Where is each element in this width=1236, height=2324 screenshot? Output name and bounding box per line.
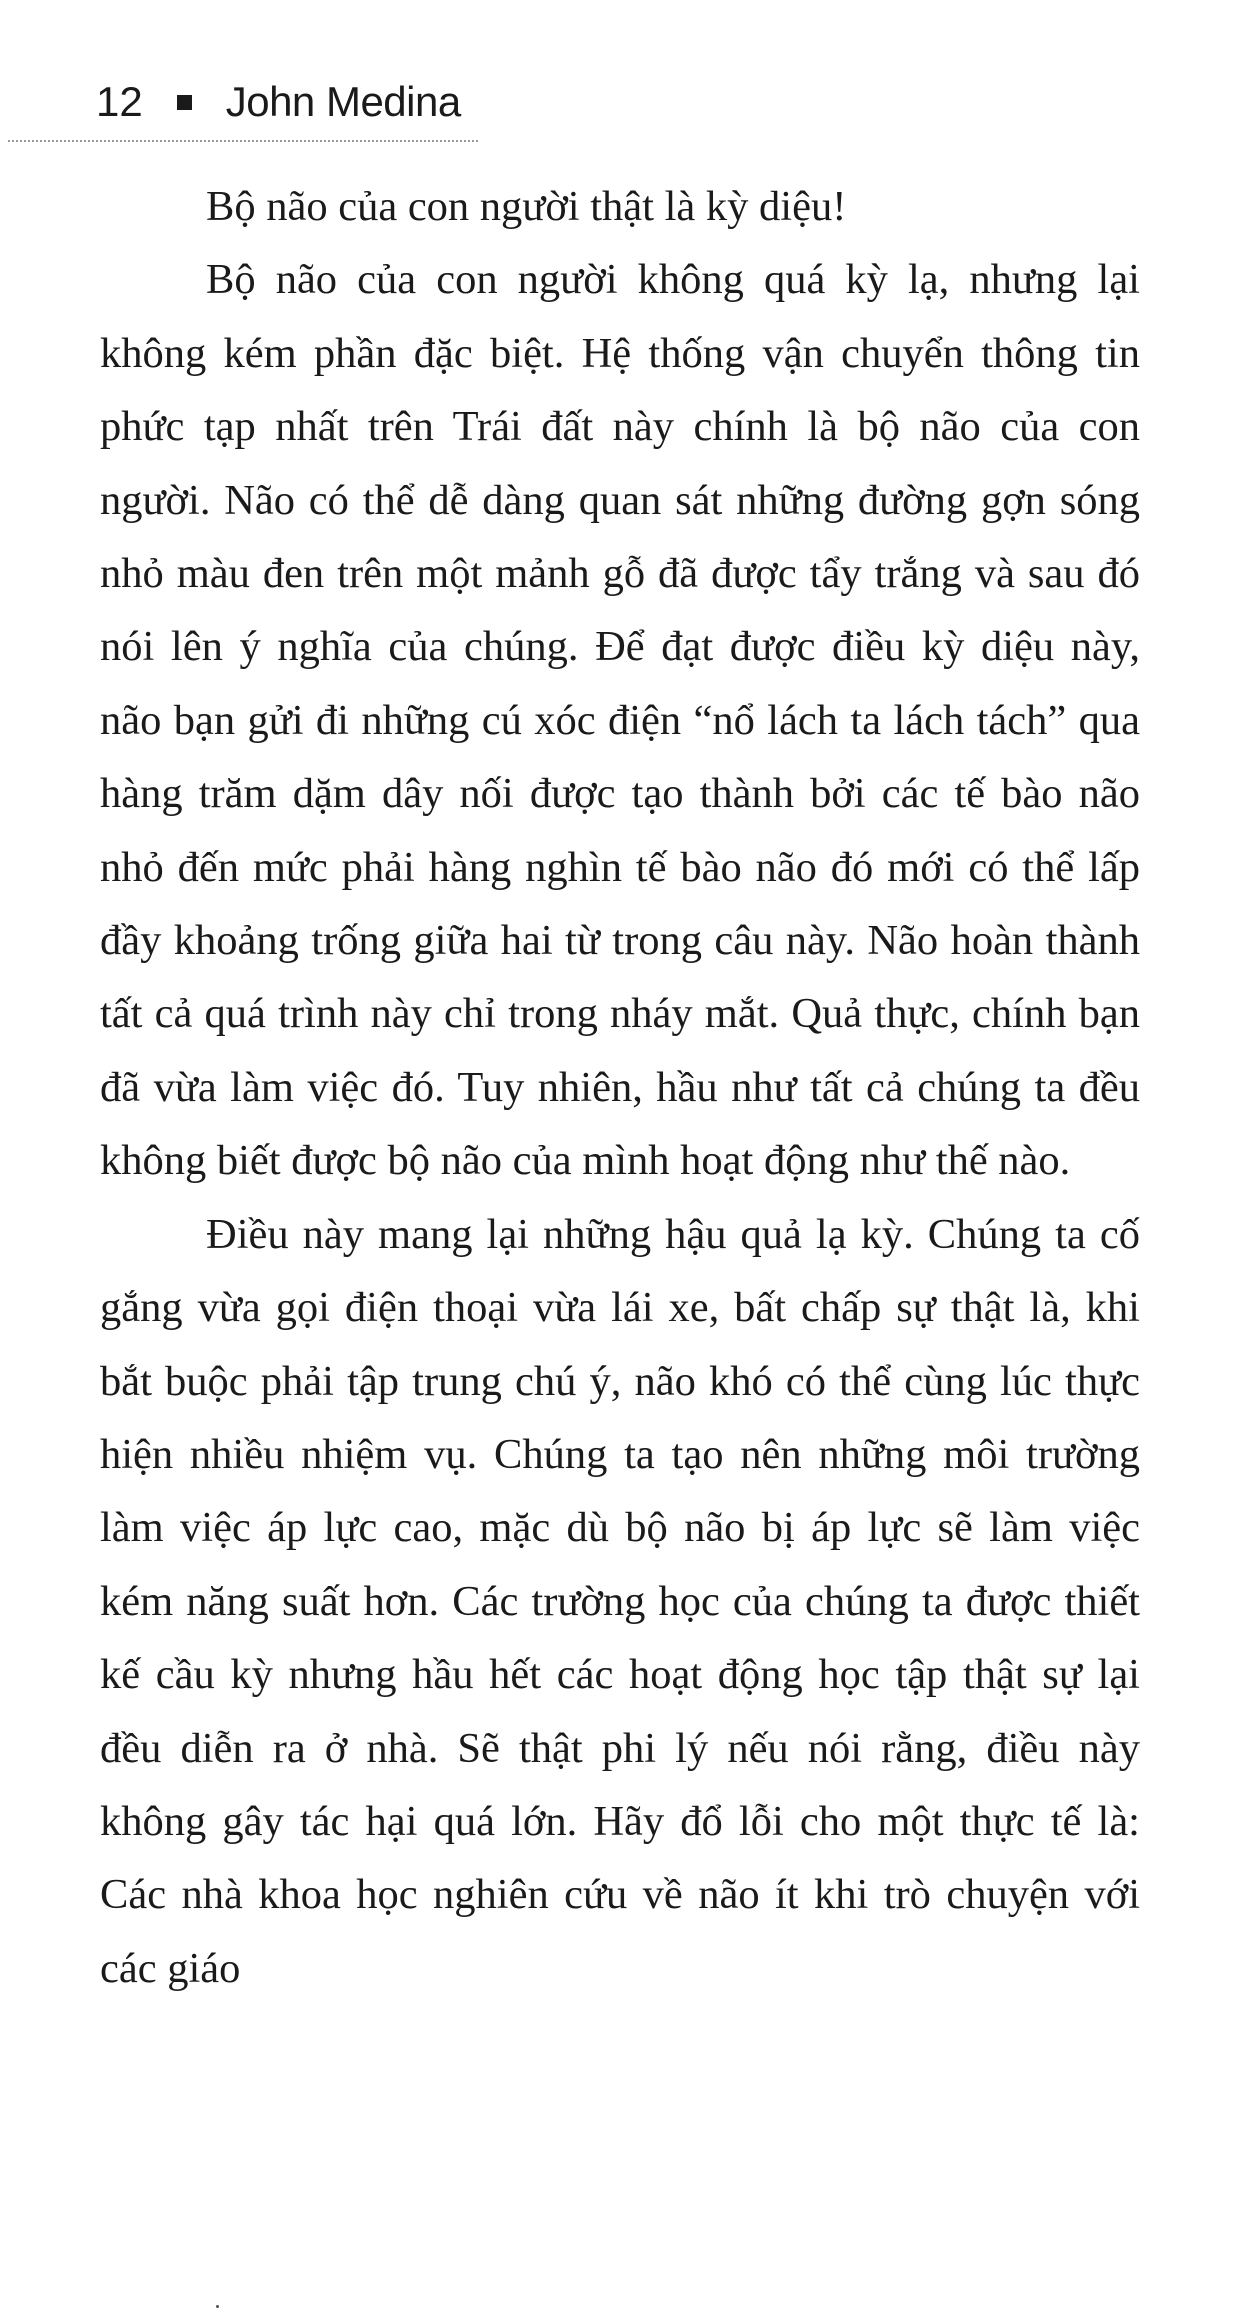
scan-speck: [216, 2305, 219, 2308]
author-name: John Medina: [225, 78, 461, 125]
page-number: 12: [96, 78, 143, 125]
paragraph: Bộ não của con người không quá kỳ lạ, nhưng lại không kém phần đặc biệt. Hệ thống vận chuyển thông tin phức tạp nhất trên Trái đất này chính là bộ não của con người. Não có thể dễ dàng quan sát những đường gợn sóng nhỏ màu đen trên một mảnh gỗ đã được tẩy trắng và sau đó nói lên ý nghĩa của chúng. Để đạt được điều kỳ diệu này, não bạn gửi đi những cú xóc điện “nổ lách ta lách tách” qua hàng trăm dặm dây nối được tạo thành bởi các tế bào não nhỏ đến mức phải hàng nghìn tế bào não đó mới có thể lấp đầy khoảng trống giữa hai từ trong câu này. Não hoàn thành tất cả quá trình này chỉ trong nháy mắt. Quả thực, chính bạn đã vừa làm việc đó. Tuy nhiên, hầu như tất cả chúng ta đều không biết được bộ não của mình hoạt động như thế nào.: [100, 256, 1140, 1185]
running-head: [96, 78, 461, 126]
header-dotted-rule: [8, 140, 478, 142]
body-text: [100, 170, 1140, 2005]
square-bullet-icon: [177, 95, 192, 110]
paragraph: Bộ não của con người thật là kỳ diệu!: [206, 183, 847, 230]
paragraph: Điều này mang lại những hậu quả lạ kỳ. Chúng ta cố gắng vừa gọi điện thoại vừa lái xe, bất chấp sự thật là, khi bắt buộc phải tập trung chú ý, não khó có thể cùng lúc thực hiện nhiều nhiệm vụ. Chúng ta tạo nên những môi trường làm việc áp lực cao, mặc dù bộ não bị áp lực sẽ làm việc kém năng suất hơn. Các trường học của chúng ta được thiết kế cầu kỳ nhưng hầu hết các hoạt động học tập thật sự lại đều diễn ra ở nhà. Sẽ thật phi lý nếu nói rằng, điều này không gây tác hại quá lớn. Hãy đổ lỗi cho một thực tế là: Các nhà khoa học nghiên cứu về não ít khi trò chuyện với các giáo: [100, 1210, 1140, 1992]
